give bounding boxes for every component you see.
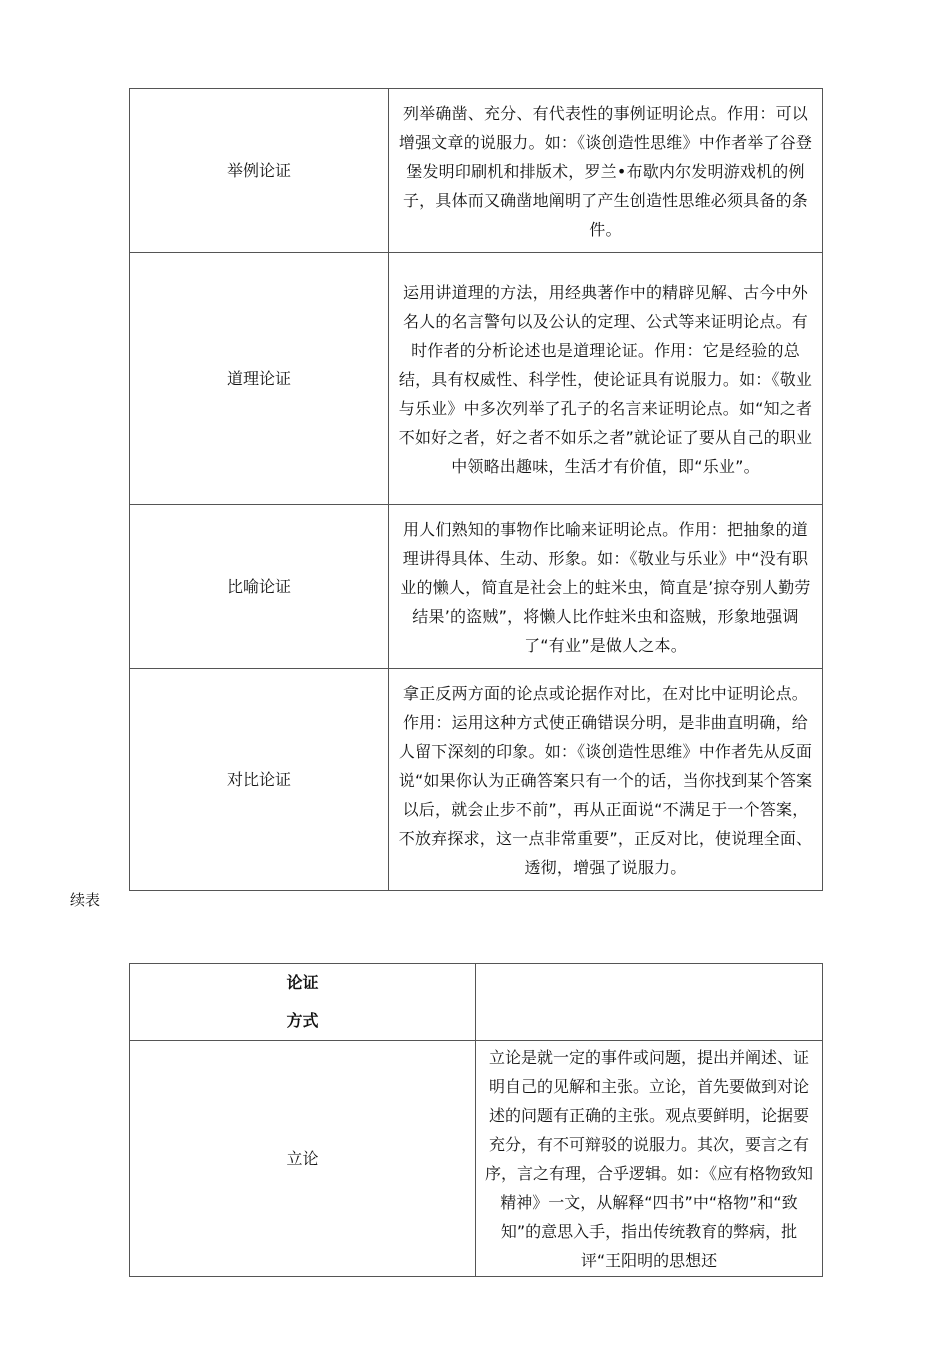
header-cell-description bbox=[476, 964, 823, 1041]
method-cell: 举例论证 bbox=[130, 89, 389, 253]
continued-table-label: 续表 bbox=[70, 891, 101, 909]
argument-methods-table bbox=[129, 88, 823, 891]
table-row bbox=[130, 1041, 823, 1277]
method-cell: 立论 bbox=[130, 1041, 476, 1277]
description-cell: 列举确凿、充分、有代表性的事例证明论点。作用：可以增强文章的说服力。如：《谈创造性思维》中作者举了谷登堡发明印刷机和排版术，罗兰•布歇内尔发明游戏机的例子，具体而又确凿地阐明了产生创造性思维必须具备的条件。 bbox=[389, 89, 823, 253]
header-line-1: 论证 bbox=[286, 973, 319, 992]
method-cell: 道理论证 bbox=[130, 253, 389, 505]
description-cell: 拿正反两方面的论点或论据作对比，在对比中证明论点。作用：运用这种方式使正确错误分明，是非曲直明确，给人留下深刻的印象。如：《谈创造性思维》中作者先从反面说“如果你认为正确答案只有一个的话，当你找到某个答案以后，就会止步不前”，再从正面说“不满足于一个答案，不放弃探求，这一点非常重要”，正反对比，使说理全面、透彻，增强了说服力。 bbox=[389, 669, 823, 891]
method-cell: 比喻论证 bbox=[130, 505, 389, 669]
description-cell: 运用讲道理的方法，用经典著作中的精辟见解、古今中外名人的名言警句以及公认的定理、公式等来证明论点。有时作者的分析论述也是道理论证。作用：它是经验的总结，具有权威性、科学性，使论证具有说服力。如：《敬业与乐业》中多次列举了孔子的名言来证明论点。如“知之者不如好之者，好之者不如乐之者”就论证了要从自己的职业中领略出趣味，生活才有价值，即“乐业”。 bbox=[389, 253, 823, 505]
description-cell bbox=[476, 1041, 823, 1277]
header-cell-method bbox=[130, 964, 476, 1041]
table-row bbox=[130, 669, 823, 891]
table-row bbox=[130, 253, 823, 505]
method-cell: 对比论证 bbox=[130, 669, 389, 891]
table-row bbox=[130, 505, 823, 669]
description-cell: 用人们熟知的事物作比喻来证明论点。作用：把抽象的道理讲得具体、生动、形象。如：《敬业与乐业》中“没有职业的懒人，简直是社会上的蛀米虫，简直是’掠夺别人勤劳结果’的盗贼”，将懒人比作蛀米虫和盗贼，形象地强调了“有业”是做人之本。 bbox=[389, 505, 823, 669]
table-header-row bbox=[130, 964, 823, 1041]
argument-methods-table-continued bbox=[129, 963, 823, 1277]
header-line-2: 方式 bbox=[286, 1011, 319, 1030]
table-row bbox=[130, 89, 823, 253]
description-text: 立论是就一定的事件或问题，提出并阐述、证明自己的见解和主张。立论，首先要做到对论述的问题有正确的主张。观点要鲜明，论据要充分，有不可辩驳的说服力。其次，要言之有序，言之有理，合乎逻辑。如：《应有格物致知精神》一文，从解释“四书”中“格物”和“致知”的意思入手，指出传统教育的弊病，批评“王阳明的思想还 bbox=[484, 1048, 813, 1270]
